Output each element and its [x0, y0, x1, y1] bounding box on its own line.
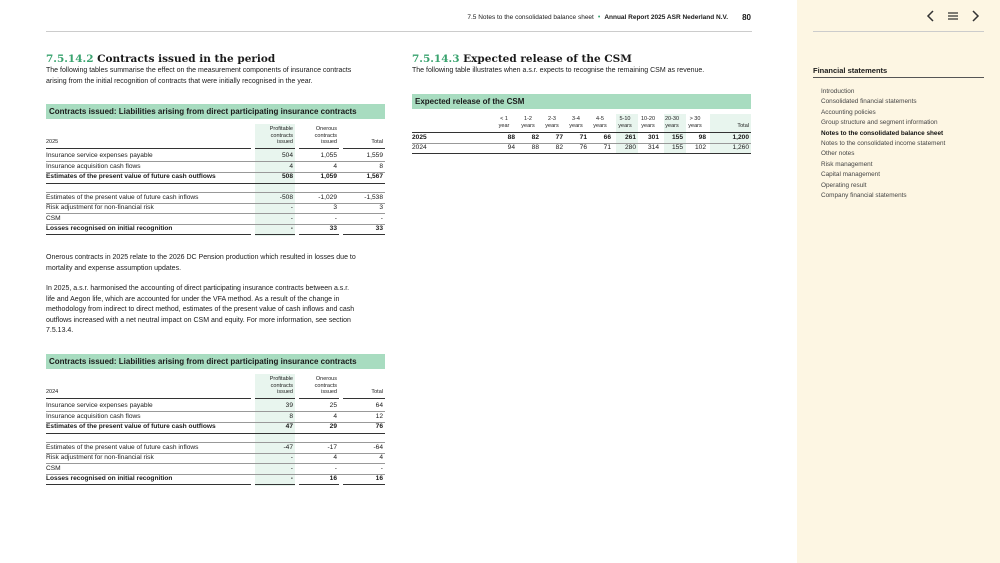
table-row-subtotal [46, 172, 385, 182]
header-line: contracts [270, 132, 293, 139]
cell-onerous: 25 [329, 402, 337, 409]
cell-onerous: - [334, 465, 337, 472]
column-header [517, 116, 539, 130]
table-row [46, 464, 385, 474]
cell-onerous: 33 [329, 225, 337, 232]
header-line: years [521, 123, 535, 129]
table-cell: 314 [647, 144, 659, 151]
table-cell: 77 [555, 134, 563, 141]
header-line: Onerous [315, 126, 337, 132]
year-label: 2024 [46, 389, 59, 395]
cell-onerous: -1,029 [318, 194, 337, 201]
column-header [565, 116, 587, 130]
sidebar [797, 0, 1000, 563]
header-rule [46, 398, 251, 399]
section-heading-contracts-issued [46, 53, 275, 65]
header-rule [46, 148, 251, 149]
table-cell: 102 [694, 144, 706, 151]
table-cell: 94 [507, 144, 515, 151]
contracts-issued-table-2025 [46, 124, 385, 236]
row-label: Losses recognised on initial recognition [46, 475, 173, 482]
section-number: 7.5.14.2 [46, 53, 94, 65]
table-row [46, 401, 385, 411]
header-line: years [688, 123, 702, 129]
header-line: Profitable [269, 126, 293, 132]
row-label: Estimates of the present value of future cash inflows [46, 444, 199, 451]
table-cell: 155 [671, 144, 683, 151]
chevron-left-icon[interactable] [925, 10, 937, 25]
cell-onerous: 1,055 [320, 152, 337, 159]
header-line: < 1 [500, 116, 508, 122]
cell-profitable: 4 [289, 163, 293, 170]
sidebar-item-balance-sheet-notes[interactable]: Notes to the consolidated balance sheet [821, 129, 944, 137]
table-cell: 71 [579, 134, 587, 141]
cell-profitable: - [290, 475, 293, 482]
cell-total: 33 [375, 225, 383, 232]
total-rule [46, 234, 251, 235]
row-label: CSM [46, 215, 61, 222]
paragraph-line: Onerous contracts in 2025 relate to the 2026 DC Pension production which resulted in losses due to [46, 254, 356, 261]
cell-onerous: 3 [333, 204, 337, 211]
section-heading-expected-release [412, 53, 632, 65]
column-header-total: Total [371, 389, 383, 395]
header-line: 10-20 [640, 116, 656, 122]
cell-total: 4 [379, 454, 383, 461]
table-title-bar: Expected release of the CSM [412, 94, 751, 109]
table-row [412, 143, 751, 153]
table-cell: 1,200 [732, 134, 749, 141]
sidebar-item-company-financial-statements[interactable]: Company financial statements [821, 192, 907, 200]
total-rule [299, 484, 339, 485]
cell-total: 1,567 [366, 173, 383, 180]
row-divider [412, 153, 751, 154]
cell-total: 8 [379, 163, 383, 170]
cell-total: -1,538 [364, 194, 383, 201]
header-line: years [569, 123, 583, 129]
table-row [46, 443, 385, 453]
header-line: years [618, 123, 632, 129]
table-cell: 71 [603, 144, 611, 151]
header-line: issued [277, 139, 293, 145]
column-header [541, 116, 563, 130]
cell-total: 16 [375, 475, 383, 482]
table-cell: 88 [531, 144, 539, 151]
header-line: contracts [314, 382, 337, 389]
menu-icon[interactable] [947, 10, 959, 25]
cell-profitable: 47 [285, 423, 293, 430]
onerous-contracts-paragraph [46, 253, 391, 274]
cell-total: 76 [375, 423, 383, 430]
column-header [637, 116, 659, 130]
table-row-total [46, 474, 385, 484]
sidebar-item-accounting-policies[interactable]: Accounting policies [821, 108, 876, 116]
sidebar-title[interactable]: Financial statements [813, 66, 888, 75]
cell-onerous: 29 [329, 423, 337, 430]
header-rule [255, 148, 295, 149]
table-row [46, 162, 385, 172]
row-label: Insurance service expenses payable [46, 402, 153, 409]
section-title: Expected release of the CSM [463, 53, 632, 65]
sidebar-divider [813, 31, 984, 32]
row-label: Insurance service expenses payable [46, 152, 153, 159]
chevron-right-icon[interactable] [969, 10, 981, 25]
cell-profitable: - [290, 204, 293, 211]
intro-line: arising from the initial recognition of contracts that were initially recognised in the year. [46, 77, 313, 85]
header-line: year [498, 123, 510, 129]
row-year: 2024 [412, 144, 427, 151]
table-row [46, 453, 385, 463]
table-row [46, 203, 385, 213]
intro-paragraph: The following table illustrates when a.s.r. expects to recognise the remaining CSM as revenue. [412, 67, 705, 74]
table-cell: 155 [671, 134, 683, 141]
header-line: Onerous [315, 376, 337, 382]
sidebar-item-other-notes[interactable]: Other notes [821, 150, 855, 158]
subtotal-rule [46, 183, 385, 184]
cell-profitable: 504 [281, 152, 293, 159]
sidebar-item-risk-management[interactable]: Risk management [821, 160, 873, 168]
header-line: issued [321, 389, 337, 395]
column-header [493, 116, 515, 130]
cell-total: - [380, 215, 383, 222]
total-rule [343, 234, 385, 235]
intro-paragraph [46, 66, 391, 87]
header-line: Profitable [269, 376, 293, 382]
total-rule [255, 484, 295, 485]
header-line: years [665, 123, 679, 129]
table-cell: 82 [555, 144, 563, 151]
section-title: Contracts issued in the period [97, 53, 276, 65]
sidebar-item-operating-result[interactable]: Operating result [821, 181, 867, 189]
header-line: contracts [314, 132, 337, 139]
column-header-onerous [299, 376, 337, 396]
row-label: Risk adjustment for non-financial risk [46, 454, 154, 461]
column-header [661, 116, 683, 130]
header-line: 4-5 [596, 116, 604, 122]
header-line: 5-10 [619, 116, 631, 122]
year-label: 2025 [46, 139, 59, 145]
cell-total: 3 [379, 204, 383, 211]
header-report-title: Annual Report 2025 ASR Nederland N.V. [604, 14, 729, 21]
sidebar-title-rule [813, 77, 984, 78]
header-rule [343, 148, 385, 149]
paragraph-line: outflows increased with a net neutral impact on CSM and equity. For more information, see section [46, 316, 351, 324]
header-line: years [593, 123, 607, 129]
header-rule [343, 398, 385, 399]
table-row [46, 214, 385, 224]
header-line: issued [277, 389, 293, 395]
cell-profitable: -508 [279, 194, 293, 201]
cell-profitable: - [290, 454, 293, 461]
header-line: years [545, 123, 559, 129]
header-separator: • [597, 14, 601, 21]
total-rule [46, 484, 251, 485]
table-row [46, 193, 385, 203]
table-row-subtotal [46, 422, 385, 432]
column-header-profitable [255, 126, 293, 146]
column-header-profitable [255, 376, 293, 396]
row-label: CSM [46, 465, 61, 472]
cell-profitable: 39 [285, 402, 293, 409]
table-cell: 66 [603, 134, 611, 141]
table-title-bar: Contracts issued: Liabilities arising from direct participating insurance contracts [46, 104, 385, 119]
row-label: Insurance acquisition cash flows [46, 413, 141, 420]
table-cell: 280 [624, 144, 636, 151]
header-rule [299, 398, 339, 399]
column-header-total: Total [371, 139, 383, 145]
header-line: issued [321, 139, 337, 145]
table-cell: 1,260 [732, 144, 749, 151]
cell-total: -64 [373, 444, 383, 451]
table-title-bar: Contracts issued: Liabilities arising from direct participating insurance contracts [46, 354, 385, 369]
total-rule [343, 484, 385, 485]
sidebar-item-capital-management[interactable]: Capital management [821, 171, 880, 179]
cell-profitable: -47 [283, 444, 293, 451]
cell-profitable: 8 [289, 413, 293, 420]
table-cell: 98 [698, 134, 706, 141]
contracts-issued-table-2024 [46, 374, 385, 486]
header-line: years [641, 123, 655, 129]
paragraph-line: life and Aegon life, which are accounted for under the VFA method. As a result of the change in [46, 295, 340, 303]
sidebar-item-consolidated-financial-statements[interactable]: Consolidated financial statements [821, 98, 917, 106]
table-row [46, 151, 385, 161]
row-label: Estimates of the present value of future cash inflows [46, 194, 199, 201]
cell-profitable: 508 [281, 173, 293, 180]
column-header [711, 123, 749, 130]
cell-onerous: 4 [333, 454, 337, 461]
section-number: 7.5.14.3 [412, 53, 460, 65]
cell-total: - [380, 465, 383, 472]
row-label: Estimates of the present value of future cash outflows [46, 173, 216, 180]
table-row-total [46, 224, 385, 234]
header-divider [46, 31, 752, 32]
sidebar-nav [821, 87, 945, 201]
header-line: 3-4 [572, 116, 580, 122]
cell-onerous: - [334, 215, 337, 222]
paragraph-line: mortality and expense assumption updates. [46, 264, 182, 272]
cell-onerous: 4 [333, 163, 337, 170]
table-row [412, 133, 751, 143]
cell-onerous: 16 [329, 475, 337, 482]
column-header-onerous [299, 126, 337, 146]
sidebar-item-group-structure[interactable]: Group structure and segment information [821, 119, 938, 127]
paragraph-line: In 2025, a.s.r. harmonised the accounting of direct participating insurance contracts between a.s.r. [46, 285, 350, 292]
total-rule [299, 234, 339, 235]
sidebar-item-introduction[interactable]: Introduction [821, 88, 855, 95]
table-cell: 88 [507, 134, 515, 141]
row-label: Losses recognised on initial recognition [46, 225, 173, 232]
header-line: Total [737, 123, 749, 129]
header-rule [255, 398, 295, 399]
row-label: Estimates of the present value of future cash outflows [46, 423, 216, 430]
harmonisation-paragraph [46, 284, 391, 337]
cell-onerous: 1,059 [320, 173, 337, 180]
row-year: 2025 [412, 134, 427, 141]
table-cell: 261 [624, 134, 636, 141]
table-cell: 76 [579, 144, 587, 151]
cell-onerous: 4 [333, 413, 337, 420]
page-number: 80 [742, 13, 751, 22]
header-section[interactable]: 7.5 Notes to the consolidated balance sheet [467, 14, 594, 21]
table-row [46, 412, 385, 422]
header-line: > 30 [689, 116, 701, 122]
cell-onerous: -17 [327, 444, 337, 451]
table-cell: 82 [531, 134, 539, 141]
expected-release-csm-table [412, 114, 751, 156]
cell-total: 12 [375, 413, 383, 420]
header-line: 20-30 [664, 116, 680, 122]
intro-line: The following tables summarise the effect on the measurement components of insurance contracts [46, 67, 352, 74]
header-line: 1-2 [524, 116, 532, 122]
cell-profitable: - [290, 215, 293, 222]
column-header [614, 116, 636, 130]
cell-profitable: - [290, 225, 293, 232]
header-line: 2-3 [548, 116, 556, 122]
page-header [467, 13, 751, 22]
cell-profitable: - [290, 465, 293, 472]
paragraph-line: methodology from indirect to direct method, estimates of the present value of cash inflows and cash [46, 306, 355, 313]
total-rule [255, 234, 295, 235]
row-label: Insurance acquisition cash flows [46, 163, 141, 170]
subtotal-rule [46, 433, 385, 434]
column-header [589, 116, 611, 130]
row-label: Risk adjustment for non-financial risk [46, 204, 154, 211]
cell-total: 64 [375, 402, 383, 409]
header-line: contracts [270, 382, 293, 389]
sidebar-item-income-statement-notes[interactable]: Notes to the consolidated income statement [821, 140, 946, 148]
cell-total: 1,559 [366, 152, 383, 159]
column-header [684, 116, 706, 130]
header-rule [299, 148, 339, 149]
table-cell: 301 [647, 134, 659, 141]
paragraph-line: 7.5.13.4. [46, 327, 74, 334]
